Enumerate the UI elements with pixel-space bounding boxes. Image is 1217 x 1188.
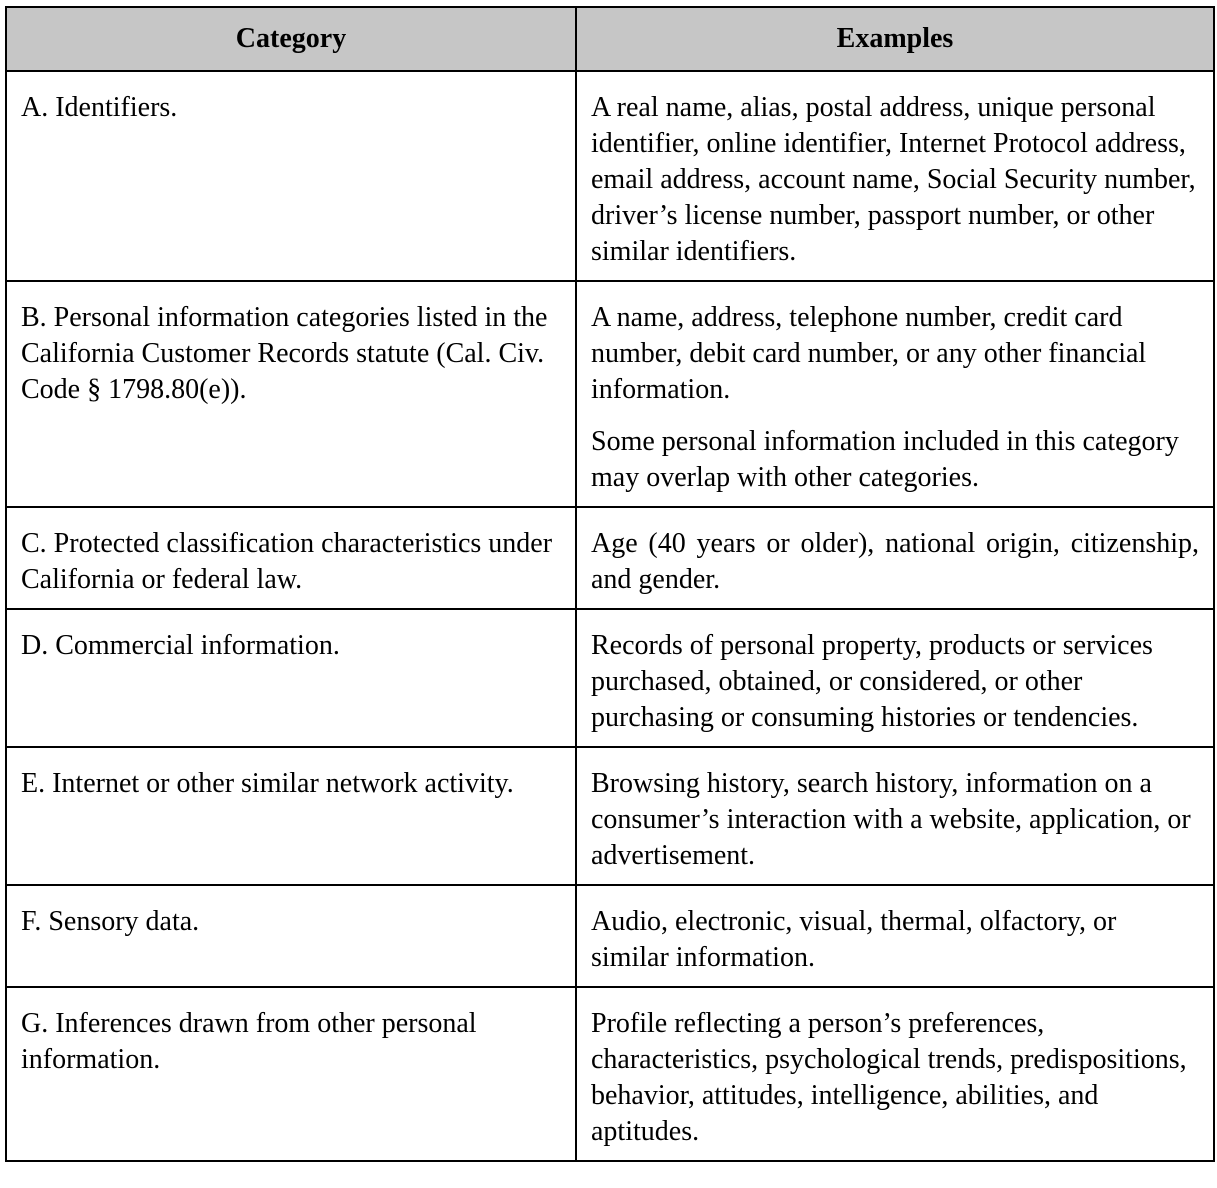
header-category: Category [6,7,576,71]
examples-text: A real name, alias, postal address, unique personal identifier, online identifier, Internet Protocol address, email address, account name, Social Security number, driver’s license number, passport number, or other similar identifiers. [591,92,1196,267]
examples-text: Browsing history, search history, information on a consumer’s interaction with a website, application, or advertisement. [591,768,1191,871]
category-cell: A. Identifiers. [6,71,576,281]
category-cell: C. Protected classification characteristics under California or federal law. [6,507,576,609]
header-row [6,7,1214,71]
examples-text: A name, address, telephone number, credit card number, debit card number, or any other financial information. [591,302,1147,405]
examples-text: Profile reflecting a person’s preferences, characteristics, psychological trends, predispositions, behavior, attitudes, intelligence, abilities, and aptitudes. [591,1008,1187,1147]
examples-cell [576,609,1214,747]
table-row [6,281,1214,507]
table-header [6,7,1214,71]
examples-cell [576,507,1214,609]
table-row [6,987,1214,1161]
examples-cell [576,885,1214,987]
table-row [6,609,1214,747]
category-cell: G. Inferences drawn from other personal information. [6,987,576,1161]
examples-cell [576,747,1214,885]
table-row [6,507,1214,609]
table-body [6,71,1214,1161]
examples-cell [576,281,1214,507]
category-cell: B. Personal information categories listed in the California Customer Records statute (Cal. Civ. Code § 1798.80(e)). [6,281,576,507]
examples-note: Some personal information included in this category may overlap with other categories. [591,426,1179,493]
category-cell: D. Commercial information. [6,609,576,747]
examples-text: Records of personal property, products or services purchased, obtained, or considered, or other purchasing or consuming histories or tendencies. [591,630,1153,733]
header-examples: Examples [576,7,1214,71]
table-row [6,747,1214,885]
table-row [6,71,1214,281]
examples-text: Age (40 years or older), national origin, citizenship, and gender. [591,528,1199,595]
categories-table [5,6,1215,1162]
category-cell: F. Sensory data. [6,885,576,987]
table-row [6,885,1214,987]
examples-text: Audio, electronic, visual, thermal, olfactory, or similar information. [591,906,1117,973]
examples-cell [576,987,1214,1161]
category-cell: E. Internet or other similar network activity. [6,747,576,885]
examples-cell [576,71,1214,281]
